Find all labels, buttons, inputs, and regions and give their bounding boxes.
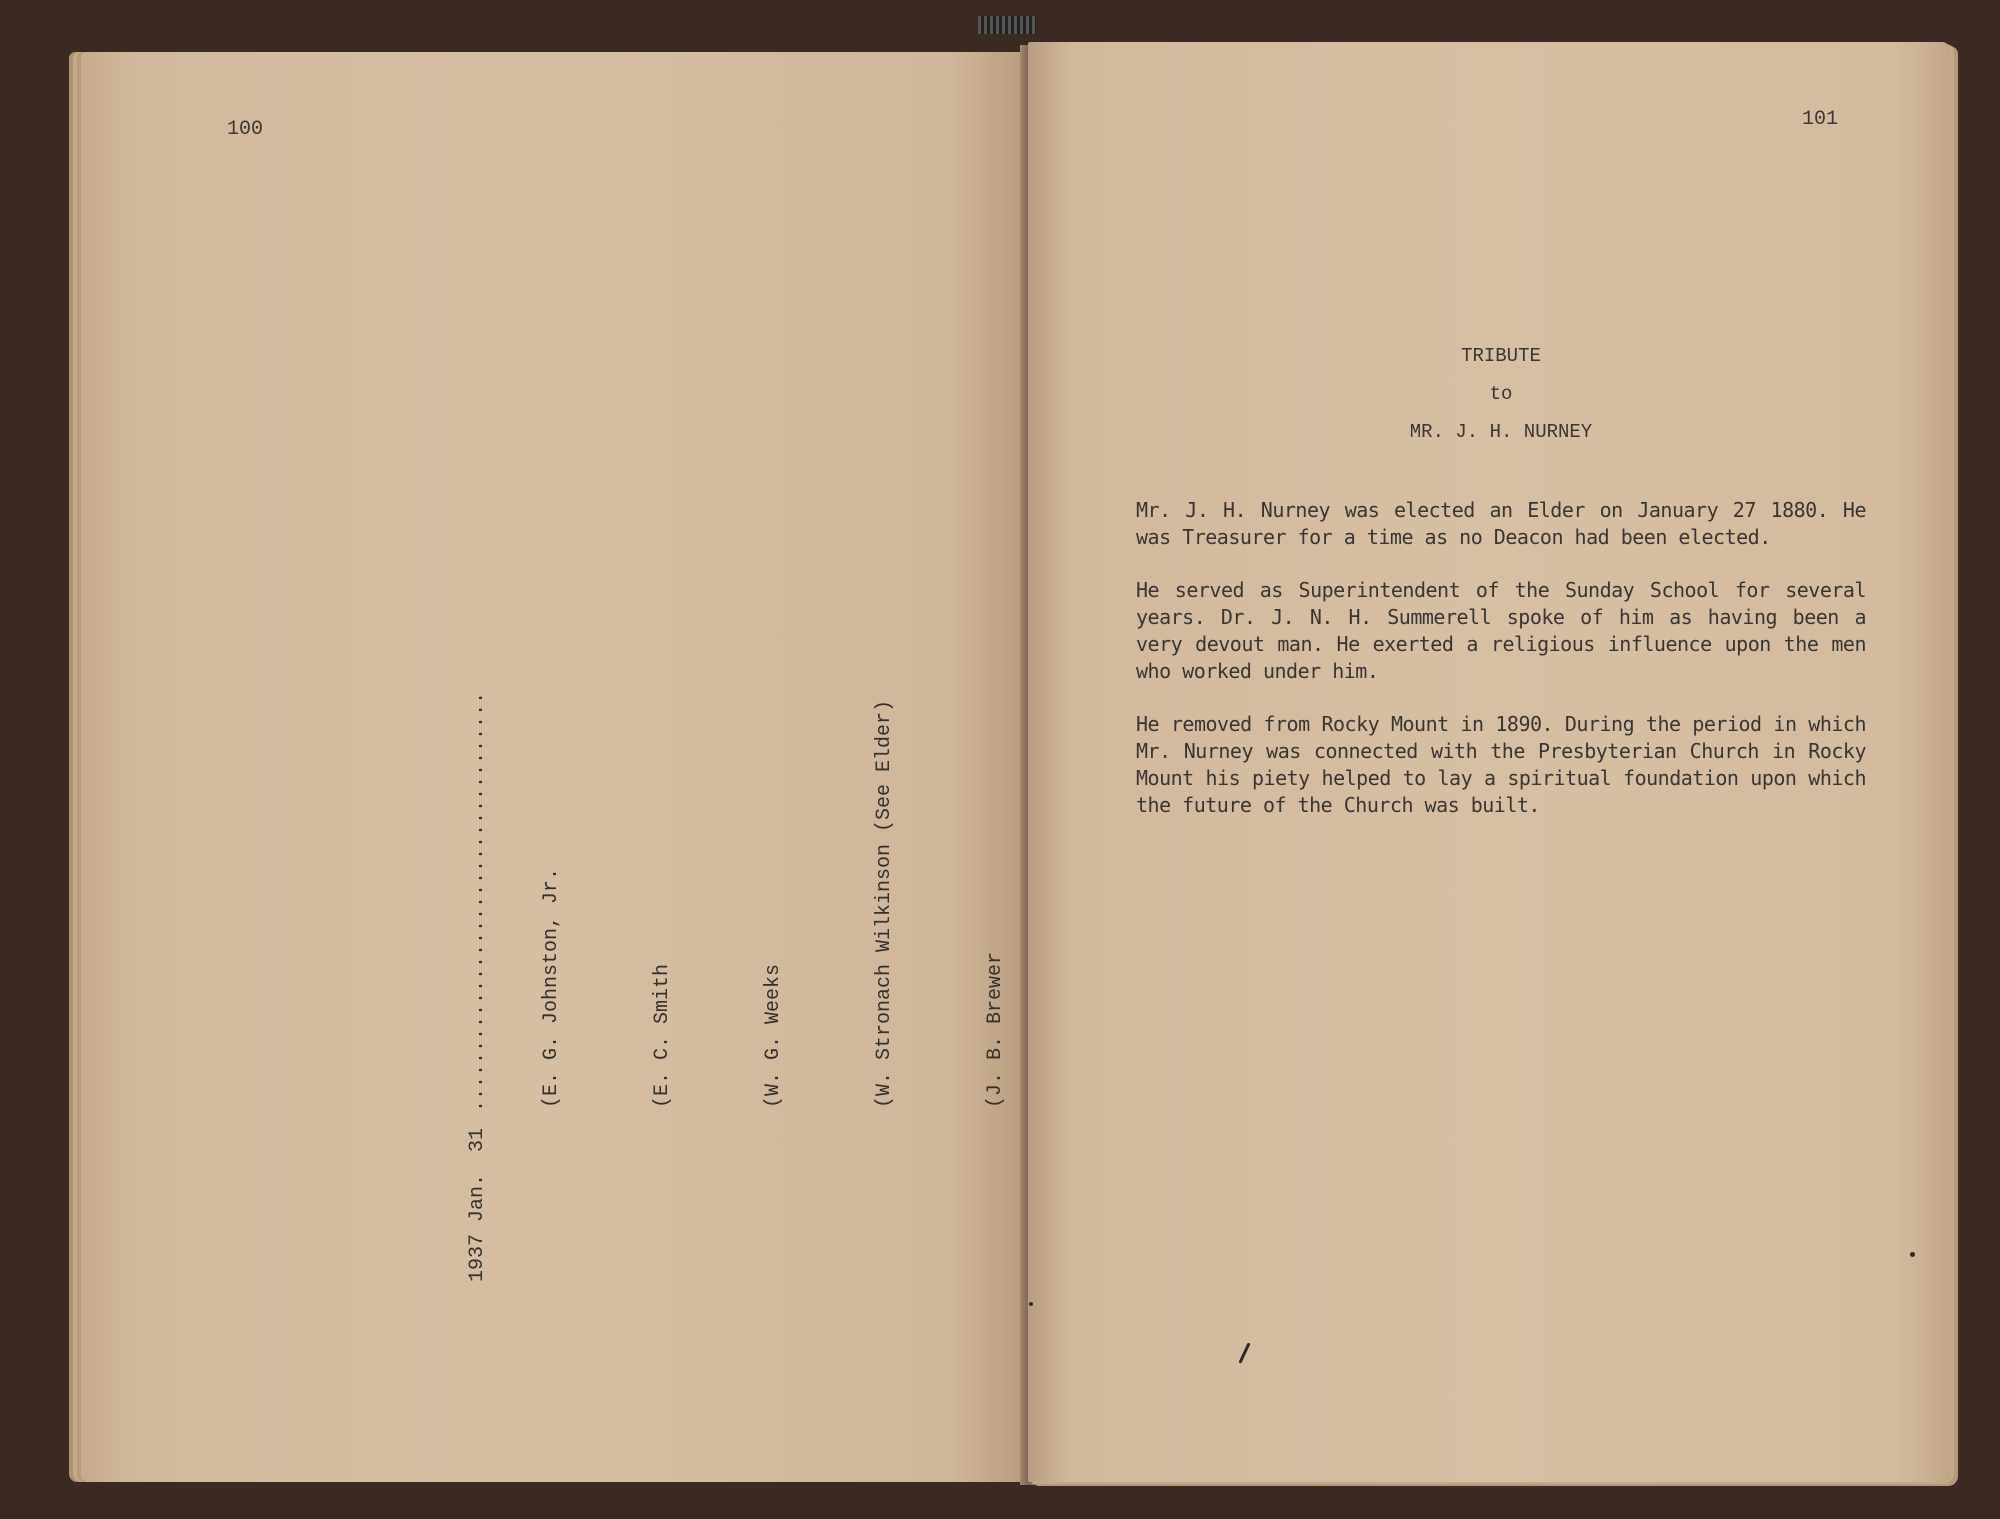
tribute-paragraph: Mr. J. H. Nurney was elected an Elder on January 27 1880. He was Treasurer for a time as no Deacon had been elected. — [1136, 498, 1866, 549]
left-page — [85, 52, 1025, 1482]
tribute-subject: MR. J. H. NURNEY — [1409, 421, 1593, 443]
register-name: (E. C. Smith — [651, 963, 674, 1108]
paper-speck — [1238, 1342, 1250, 1363]
register-year: 1937 — [466, 1233, 489, 1282]
right-page — [1028, 42, 1950, 1482]
paper-speck — [1910, 1252, 1915, 1257]
register-name: (E. G. Johnston, Jr. — [540, 867, 563, 1108]
tribute-section — [1136, 337, 1866, 839]
register-month: Jan. — [466, 1173, 489, 1222]
tribute-paragraph: He removed from Rocky Mount in 1890. During the period in which Mr. Nurney was connected with the Presbyterian Church in Rocky Mount his piety helped to lay a spiritual foundation upon which the future of the Church was built. — [1136, 712, 1866, 817]
right-page-number: 101 — [1801, 108, 1838, 131]
register-day: 31 — [466, 1127, 489, 1152]
tribute-paragraph: He served as Superintendent of the Sunday School for several years. Dr. J. N. H. Summerell spoke of him as having been a very devout man. He exerted a religious influence upon the men who worked under him. — [1136, 578, 1866, 683]
left-page-number: 100 — [227, 118, 264, 141]
register-name: (J. B. Brewer — [984, 951, 1007, 1108]
register-name: (W. G. Weeks — [762, 963, 785, 1108]
tribute-to: to — [1489, 383, 1513, 405]
binding-tab — [978, 16, 1036, 34]
paper-speck — [1029, 1302, 1033, 1306]
register-name: (W. Stronach Wilkinson (See Elder) — [873, 699, 896, 1108]
register-entry: 1937 Jan. 31 ................................... (E. G. Johnston, Jr. (E. C. Smith (W. G. Weeks (W. Stronach Wilkinson (See Elder) (J. B. Brewer — [459, 82, 1421, 1282]
tribute-title: TRIBUTE — [1461, 345, 1541, 367]
